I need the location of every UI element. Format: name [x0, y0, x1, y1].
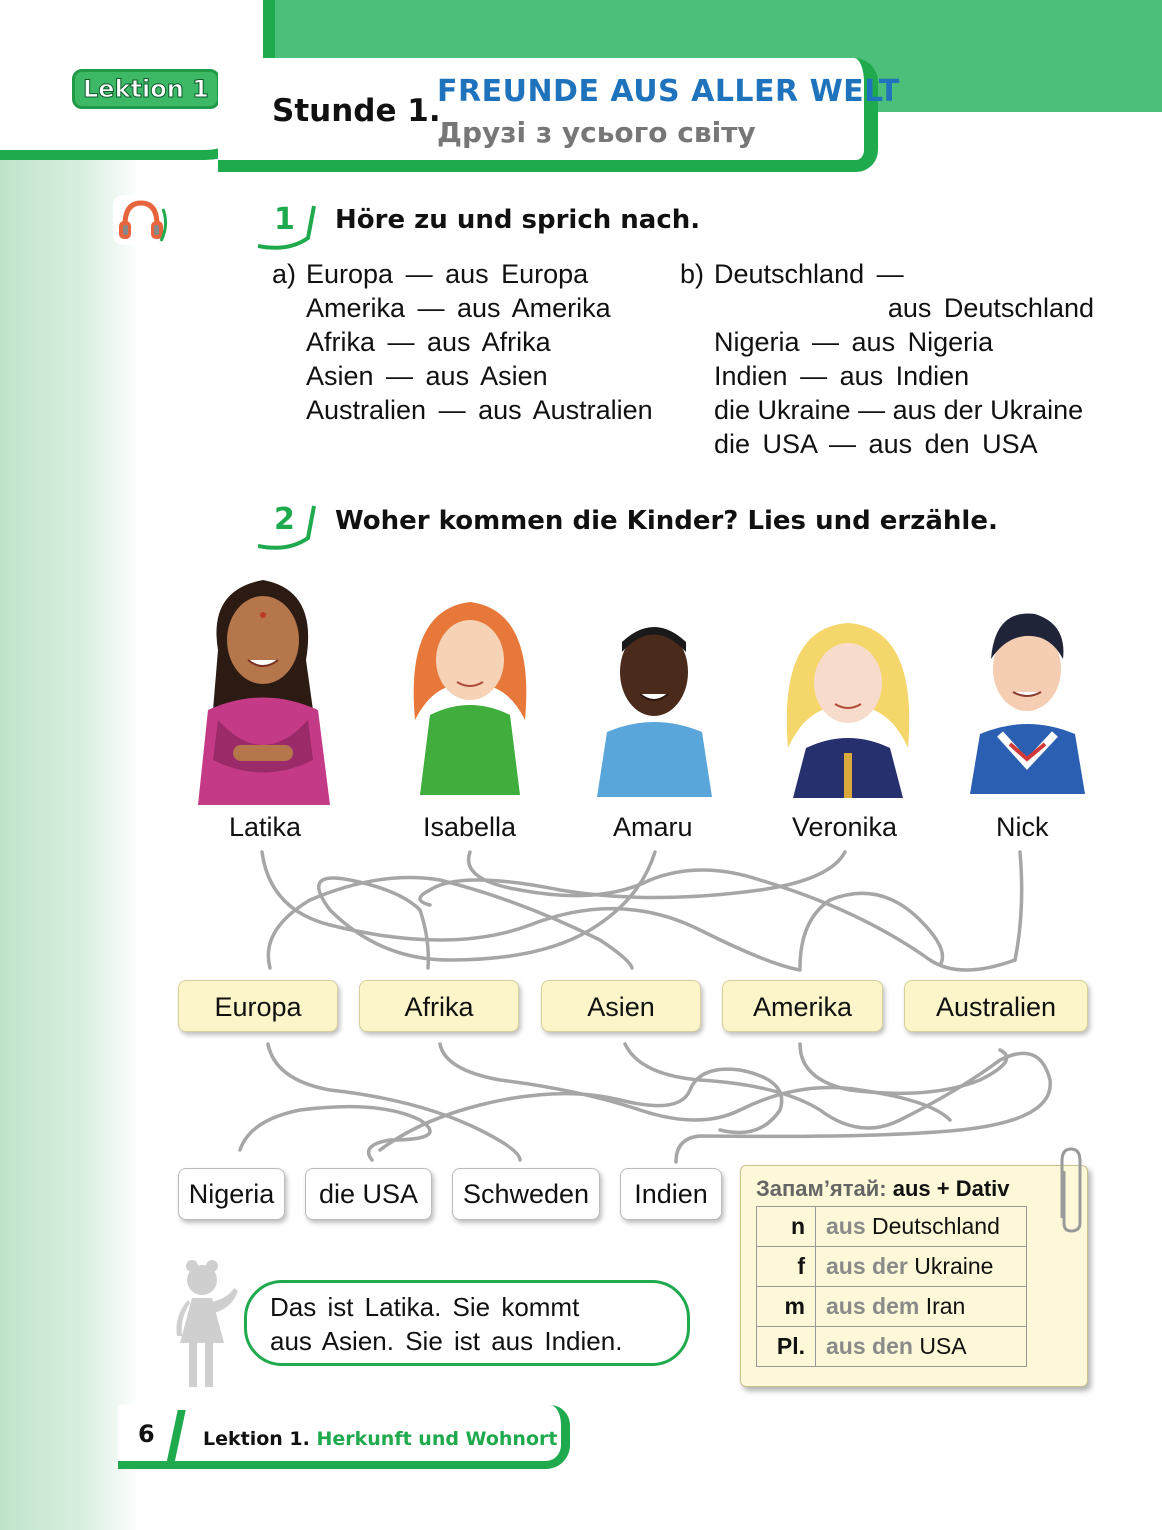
- list-item: Deutschland —: [714, 259, 904, 289]
- speech-line: aus Asien. Sie ist aus Indien.: [270, 1326, 623, 1356]
- stunde-label: Stunde 1.: [272, 93, 441, 129]
- list-item: Australien — aus Australien: [306, 395, 653, 425]
- child-name: Latika: [229, 812, 302, 842]
- dativ-table: [756, 1206, 1027, 1367]
- table-row: [757, 1287, 1027, 1327]
- gender-cell: n: [757, 1207, 816, 1247]
- child-name: Isabella: [423, 812, 517, 842]
- continent-box-europa[interactable]: Europa: [178, 980, 338, 1032]
- list-b-label: b): [680, 259, 705, 289]
- example-cell: aus dem Iran: [816, 1287, 1027, 1327]
- exercise-1-number: 1: [258, 202, 306, 252]
- gender-cell: f: [757, 1247, 816, 1287]
- paperclip-icon: [1054, 1143, 1088, 1233]
- country-box-nigeria[interactable]: Nigeria: [178, 1168, 285, 1220]
- list-item: die Ukraine — aus der Ukraine: [714, 395, 1084, 425]
- memo-title: [756, 1176, 1010, 1202]
- speech-line: Das ist Latika. Sie kommt: [270, 1292, 580, 1322]
- country-box-schweden[interactable]: Schweden: [452, 1168, 600, 1220]
- country-box-indien[interactable]: Indien: [620, 1168, 722, 1220]
- example-cell: aus Deutschland: [816, 1207, 1027, 1247]
- child-name: Nick: [996, 812, 1049, 842]
- footer-title: [203, 1428, 557, 1450]
- child-name: Veronika: [792, 812, 898, 842]
- list-item: Amerika — aus Amerika: [306, 293, 611, 323]
- table-row: [757, 1327, 1027, 1367]
- continent-box-amerika[interactable]: Amerika: [722, 980, 883, 1032]
- list-item: Nigeria — aus Nigeria: [714, 327, 994, 357]
- list-item: Afrika — aus Afrika: [306, 327, 551, 357]
- footer-topic: Herkunft und Wohnort: [316, 1428, 558, 1450]
- speech-bubble-text: [270, 1290, 622, 1358]
- exercise-2-title: Woher kommen die Kinder? Lies und erzähle.: [335, 506, 998, 536]
- example-cell: aus den USA: [816, 1327, 1027, 1367]
- lektion-badge: Lektion 1: [72, 69, 220, 109]
- exercise-2-number: 2: [258, 502, 306, 552]
- memo-title-uk: Запам’ятай:: [756, 1176, 887, 1201]
- page-subtitle: Друзі з усього світу: [437, 116, 756, 149]
- girl-silhouette-icon: [172, 1258, 244, 1393]
- example-cell: aus der Ukraine: [816, 1247, 1027, 1287]
- page-number: 6: [138, 1420, 155, 1448]
- footer-lektion: Lektion 1.: [203, 1428, 310, 1450]
- list-item: aus Deutschland: [887, 293, 1094, 323]
- continent-box-asien[interactable]: Asien: [541, 980, 701, 1032]
- exercise-1-title: Höre zu und sprich nach.: [335, 205, 701, 235]
- continent-box-afrika[interactable]: Afrika: [359, 980, 519, 1032]
- child-name: Amaru: [613, 812, 693, 842]
- list-item: Europa — aus Europa: [306, 259, 589, 289]
- gender-cell: m: [757, 1287, 816, 1327]
- memo-title-de: aus + Dativ: [892, 1176, 1010, 1201]
- country-box-die-usa[interactable]: die USA: [305, 1168, 432, 1220]
- page-title: FREUNDE AUS ALLER WELT: [437, 74, 900, 109]
- table-row: [757, 1247, 1027, 1287]
- list-item: Indien — aus Indien: [714, 361, 970, 391]
- gender-cell: Pl.: [757, 1327, 816, 1367]
- table-row: [757, 1207, 1027, 1247]
- list-item: Asien — aus Asien: [306, 361, 548, 391]
- list-a-label: a): [272, 259, 297, 289]
- list-item: die USA — aus den USA: [714, 429, 1038, 459]
- continent-box-australien[interactable]: Australien: [904, 980, 1088, 1032]
